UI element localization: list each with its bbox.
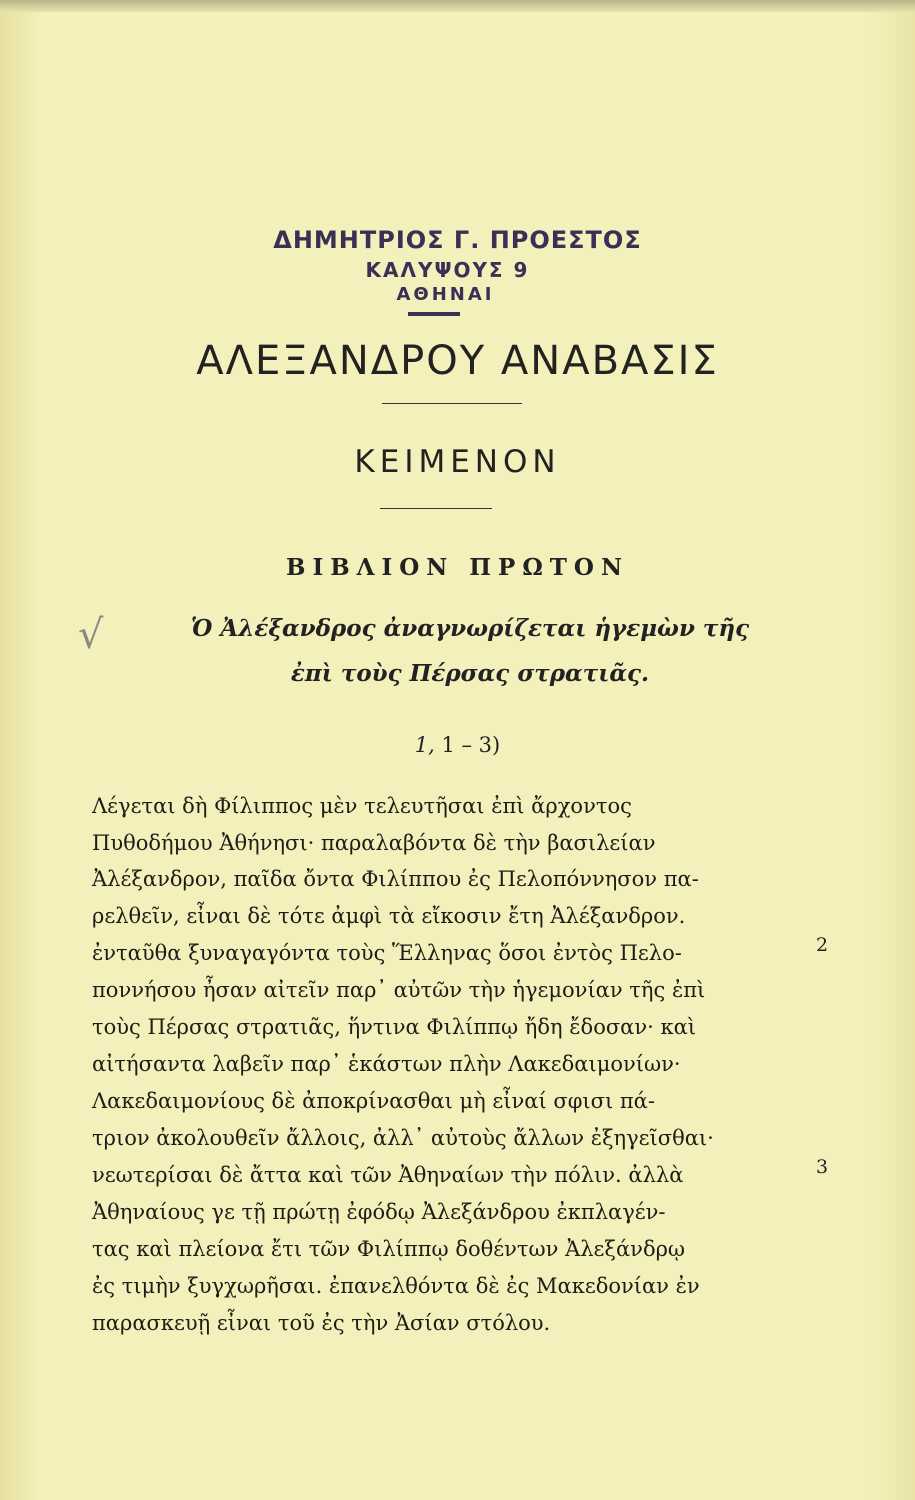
title-divider: [382, 403, 522, 404]
text-line: τοὺς Πέρσας στρατιᾶς, ἥντινα Φιλίππῳ ἤδη ἔδοσαν· καὶ: [92, 1015, 697, 1039]
margin-section-number: 2: [816, 934, 829, 956]
chapter-heading-line-1: Ὁ Ἀλέξανδρος ἀναγνωρίζεται ἡγεμὼν τῆς: [190, 615, 750, 642]
margin-section-number: 3: [816, 1156, 829, 1178]
book-title: ΑΛΕΞΑΝΔΡΟΥ ΑΝΑΒΑΣΙΣ: [196, 338, 719, 384]
text-line: ἐνταῦθα ξυναγαγόντα τοὺς Ἕλληνας ὅσοι ἐντὸς Πελο-: [92, 941, 682, 965]
owner-stamp-name: ΔΗΜΗΤΡΙΟΣ Γ. ΠΡΟΕΣΤΟΣ: [273, 226, 642, 254]
text-line: τας καὶ πλείονα ἔτι τῶν Φιλίππῳ δοθέντων Ἀλεξάνδρῳ: [92, 1237, 686, 1261]
text-line: Ἀλέξανδρον, παῖδα ὄντα Φιλίππου ἐς Πελοπόννησον πα-: [92, 867, 699, 891]
pencil-mark: √: [78, 612, 104, 658]
page-top-edge: [0, 0, 915, 12]
text-line: αἰτήσαντα λαβεῖν παρ᾽ ἑκάστων πλὴν Λακεδαιμονίων·: [92, 1052, 681, 1076]
chapter-heading-line-2: ἐπὶ τοὺς Πέρσας στρατιᾶς.: [290, 660, 650, 687]
text-line: παρασκευῇ εἶναι τοῦ ἐς τὴν Ἀσίαν στόλου.: [92, 1311, 551, 1335]
text-line: ρελθεῖν, εἶναι δὲ τότε ἀμφὶ τὰ εἴκοσιν ἔτη Ἀλέξανδρον.: [92, 904, 686, 928]
text-line: Λακεδαιμονίους δὲ ἀποκρίνασθαι μὴ εἶναί σφισι πά-: [92, 1089, 655, 1113]
text-line: νεωτερίσαι δὲ ἄττα καὶ τῶν Ἀθηναίων τὴν πόλιν. ἀλλὰ: [92, 1163, 684, 1187]
text-line: Ἀθηναίους γε τῇ πρώτῃ ἐφόδῳ Ἀλεξάνδρου ἐκπλαγέν-: [92, 1200, 666, 1224]
text-line: τριον ἀκολουθεῖν ἄλλοις, ἀλλ᾽ αὐτοὺς ἄλλων ἐξηγεῖσθαι·: [92, 1126, 714, 1150]
reference-chapter: 1,: [414, 733, 435, 757]
owner-stamp-city: ΑΘΗΝΑΙ: [396, 284, 495, 305]
passage-reference: [0, 733, 915, 757]
section-label: ΚΕΙΜΕΝΟΝ: [354, 444, 561, 480]
reference-range: 1 – 3): [434, 733, 501, 757]
section-divider: [380, 508, 492, 509]
text-line: ἐς τιμὴν ξυγχωρῆσαι. ἐπανελθόντα δὲ ἐς Μακεδονίαν ἐν: [92, 1274, 700, 1298]
owner-stamp-street: ΚΑΛΥΨΟΥΣ 9: [365, 258, 530, 282]
stamp-underline: [408, 312, 460, 316]
text-line: ποννήσου ἦσαν αἰτεῖν παρ᾽ αὐτῶν τὴν ἡγεμονίαν τῆς ἐπὶ: [92, 978, 706, 1002]
text-line: Πυθοδήμου Ἀθήνησι· παραλαβόντα δὲ τὴν βασιλείαν: [92, 831, 656, 855]
book-number-heading: ΒΙΒΛΙΟΝ ΠΡΩΤΟΝ: [286, 554, 629, 581]
text-line: Λέγεται δὴ Φίλιππος μὲν τελευτῆσαι ἐπὶ ἄρχοντος: [92, 794, 632, 818]
